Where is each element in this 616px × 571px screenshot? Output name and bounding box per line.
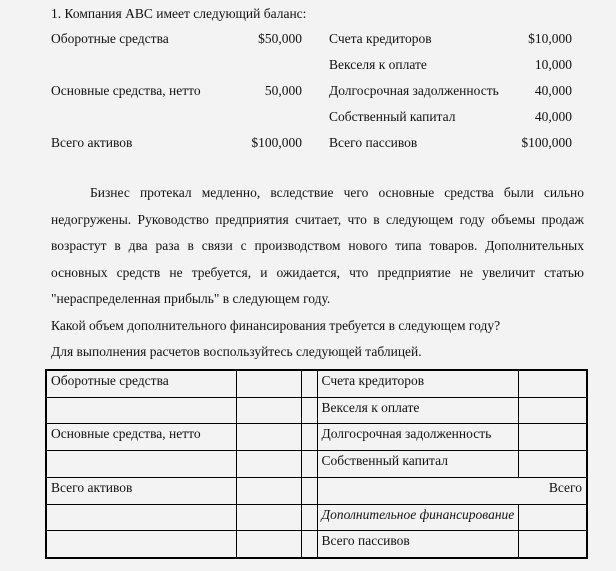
table-left-label [46, 451, 236, 478]
right-label: Счета кредиторов [329, 31, 432, 46]
table-right-value-cell[interactable] [518, 424, 587, 451]
table-spacer-cell [301, 424, 317, 451]
right-label: Всего пассивов [329, 135, 418, 150]
table-right-label: Всего [317, 477, 587, 504]
table-left-label: Всего активов [46, 477, 236, 504]
right-label: Векселя к оплате [329, 57, 427, 72]
table-row [46, 370, 587, 397]
table-left-value-cell[interactable] [236, 531, 301, 558]
right-value: $10,000 [528, 31, 572, 46]
table-spacer-cell [301, 397, 317, 424]
right-value: $100,000 [521, 135, 572, 150]
table-left-value-cell[interactable] [236, 451, 301, 478]
right-label: Собственный капитал [329, 109, 456, 124]
right-label: Долгосрочная задолженность [329, 83, 499, 98]
calculation-table [45, 369, 588, 559]
left-label: Основные средства, нетто [51, 83, 201, 98]
table-left-label: Оборотные средства [46, 370, 236, 397]
table-right-value-cell[interactable] [518, 397, 587, 424]
table-right-value-cell[interactable] [518, 504, 587, 531]
table-left-value-cell[interactable] [236, 370, 301, 397]
table-right-label: Собственный капитал [317, 451, 518, 478]
left-label: Оборотные средства [51, 31, 169, 46]
table-row [46, 451, 587, 478]
table-left-label [46, 531, 236, 558]
right-value: 10,000 [534, 57, 572, 72]
left-value: $50,000 [258, 31, 302, 46]
table-right-value-cell[interactable] [518, 370, 587, 397]
table-spacer-cell [301, 477, 317, 504]
table-row [46, 424, 587, 451]
table-spacer-cell [301, 451, 317, 478]
table-right-label: Всего пассивов [317, 531, 518, 558]
table-left-label: Основные средства, нетто [46, 424, 236, 451]
left-value: $100,000 [251, 135, 302, 150]
table-right-label: Долгосрочная задолженность [317, 424, 518, 451]
table-right-value-cell[interactable] [518, 531, 587, 558]
table-left-label [46, 504, 236, 531]
table-left-value-cell[interactable] [236, 504, 301, 531]
right-value: 40,000 [534, 109, 572, 124]
table-left-value-cell[interactable] [236, 424, 301, 451]
table-row [46, 531, 587, 558]
right-value: 40,000 [534, 83, 572, 98]
table-row [46, 504, 587, 531]
table-row [46, 397, 587, 424]
table-left-label [46, 397, 236, 424]
table-right-value-cell[interactable] [518, 451, 587, 478]
table-right-label: Дополнительное финансирование [317, 504, 518, 531]
table-spacer-cell [301, 370, 317, 397]
table-spacer-cell [301, 531, 317, 558]
left-label: Всего активов [51, 135, 133, 150]
instruction-text: Для выполнения расчетов воспользуйтесь следующей таблицей. [51, 344, 422, 359]
problem-title: 1. Компания АВС имеет следующий баланс: [51, 6, 307, 21]
table-left-value-cell[interactable] [236, 397, 301, 424]
question-text: Какой объем дополнительного финансирования требуется в следующем году? [51, 318, 501, 333]
problem-paragraph: Бизнес протекал медленно, вследствие чего основные средства были сильно недогружены. Руководство предприятия считает, что в следующем году объемы продаж возрастут в два раза в связи с производством нового типа товаров. Дополнительных основных средств не требуется, и ожидается, что предприятие не увеличит статью "нераспределенная прибыль" в следующем году. [51, 185, 584, 306]
table-right-label: Счета кредиторов [317, 370, 518, 397]
table-spacer-cell [301, 504, 317, 531]
table-left-value-cell[interactable] [236, 477, 301, 504]
left-value: 50,000 [264, 83, 302, 98]
table-right-label: Векселя к оплате [317, 397, 518, 424]
table-row [46, 477, 587, 504]
